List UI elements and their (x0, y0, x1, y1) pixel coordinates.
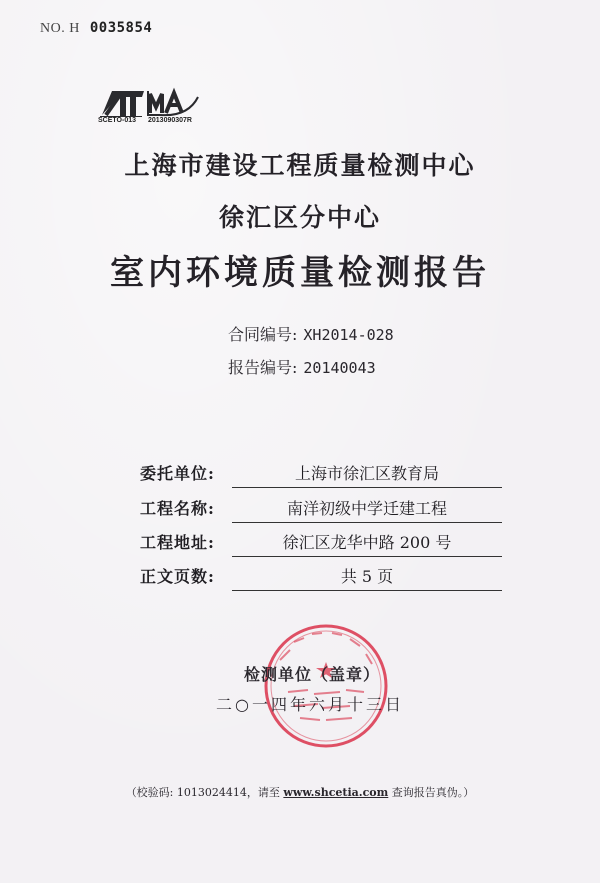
report-title: 室内环境质量检测报告 (110, 253, 490, 293)
info-label: 正文页数: (140, 567, 215, 586)
verification-url-link[interactable]: www.shcetia.com (283, 786, 389, 799)
contract-number-label: 合同编号: (228, 325, 298, 344)
report-number (228, 355, 376, 378)
official-seal-stamp (260, 620, 392, 752)
serial-number (40, 20, 152, 37)
cma-logo-caption: 2013090307R (148, 117, 192, 124)
info-label: 委托单位: (140, 464, 215, 483)
cal-logo-icon (100, 91, 144, 117)
info-row-page-count (140, 564, 502, 592)
info-value: 共 5 页 (232, 564, 502, 591)
contract-number (228, 322, 394, 345)
cal-logo-caption: SCETO-013 (98, 117, 136, 124)
verification-footer (0, 784, 600, 800)
info-row-project-name (140, 496, 502, 524)
institution-name: 上海市建设工程质量检测中心 (124, 151, 476, 180)
info-value: 南洋初级中学迁建工程 (232, 496, 502, 523)
serial-prefix: NO. H (40, 21, 80, 36)
info-row-project-address (140, 530, 502, 558)
footer-prefix: （校验码: 1013024414，请至 (125, 786, 284, 799)
report-date: 二○一四年六月十三日 (216, 695, 404, 714)
info-label: 工程地址: (140, 533, 215, 552)
contract-number-value: XH2014-028 (303, 326, 394, 344)
footer-suffix: 查询报告真伪。） (388, 786, 475, 799)
report-number-label: 报告编号: (228, 358, 298, 377)
cma-logo-icon (148, 91, 198, 115)
serial-number-value: 0035854 (89, 20, 153, 36)
info-value: 上海市徐汇区教育局 (232, 461, 502, 488)
testing-unit-seal-label: 检测单位（盖章） (243, 665, 380, 684)
info-label: 工程名称: (140, 499, 215, 518)
report-number-value: 20140043 (303, 359, 376, 377)
info-value: 徐汇区龙华中路 200 号 (232, 530, 502, 557)
info-row-client (140, 461, 502, 489)
branch-name: 徐汇区分中心 (218, 203, 381, 232)
